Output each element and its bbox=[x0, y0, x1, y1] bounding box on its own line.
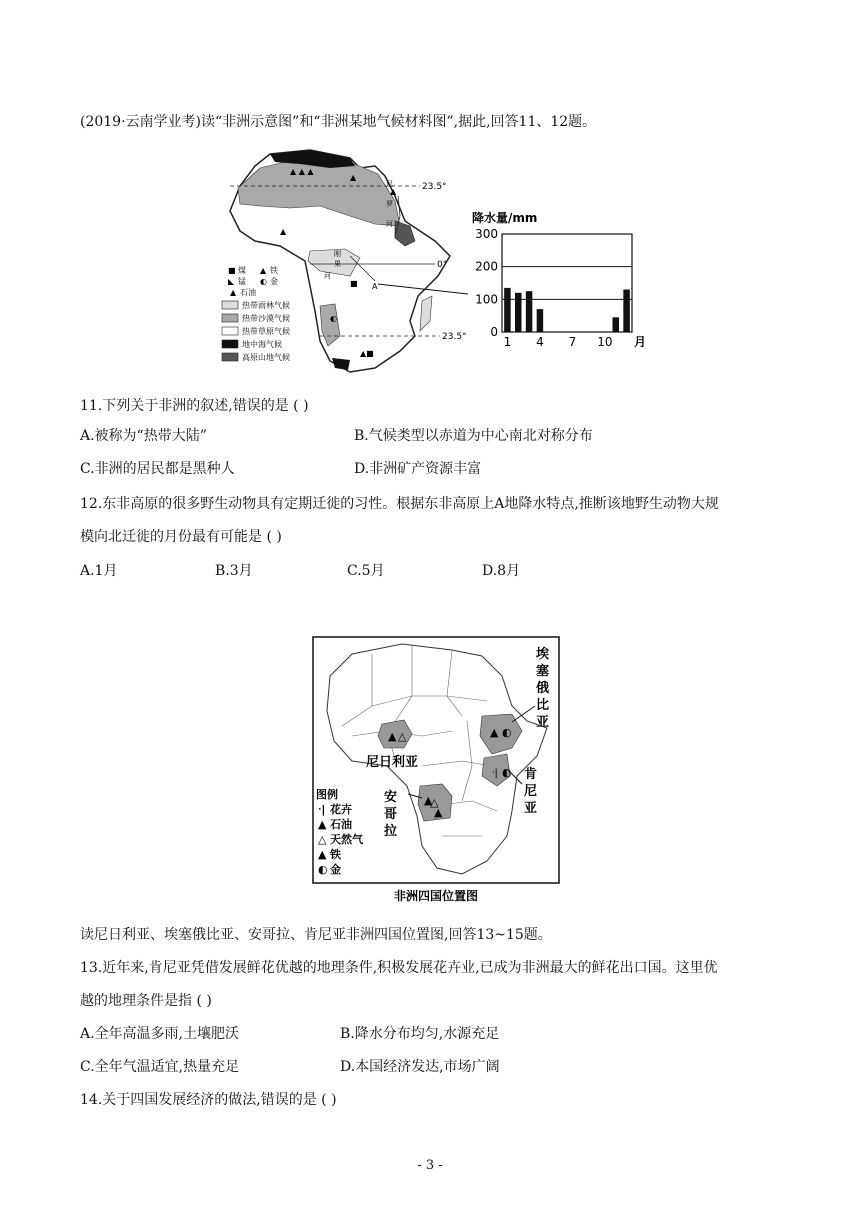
label-gang: 刚 bbox=[334, 250, 341, 258]
svg-text:◐: ◐ bbox=[502, 726, 512, 739]
q11-option-b[interactable]: B.气候类型以赤道为中心南北对称分布 bbox=[354, 428, 593, 444]
svg-text:亚: 亚 bbox=[536, 715, 550, 730]
svg-text:铁: 铁 bbox=[270, 266, 278, 275]
svg-text:▲: ▲ bbox=[318, 848, 327, 861]
svg-text:▲: ▲ bbox=[434, 806, 443, 819]
label-a: A bbox=[372, 282, 378, 291]
q11-stem: 11.下列关于非洲的叙述,错误的是 ( ) bbox=[80, 398, 309, 414]
bar bbox=[515, 293, 522, 332]
svg-text:地中海气候: 地中海气候 bbox=[242, 340, 282, 349]
climate-legend bbox=[222, 300, 290, 362]
q14-stem: 14.关于四国发展经济的做法,错误的是 ( ) bbox=[80, 1092, 337, 1108]
svg-text:石油: 石油 bbox=[240, 288, 256, 297]
label-tropic-north: 23.5° bbox=[422, 182, 447, 192]
svg-text:▲: ▲ bbox=[388, 730, 397, 743]
bar bbox=[526, 291, 533, 332]
svg-text:金: 金 bbox=[270, 277, 278, 286]
mediterranean-south bbox=[332, 358, 350, 370]
svg-text:锰: 锰 bbox=[238, 277, 246, 286]
y-tick-label: 100 bbox=[475, 292, 498, 307]
svg-text:◐: ◐ bbox=[318, 863, 328, 876]
label-ni: 尼 bbox=[386, 180, 393, 188]
q13-stem-1: 13.近年来,肯尼亚凭借发展鲜花优越的地理条件,积极发展花卉业,已成为非洲最大的鲜花出口国。这里优 bbox=[80, 960, 718, 976]
label-kenya: 肯 bbox=[524, 767, 538, 782]
q13-option-d[interactable]: D.本国经济发达,市场广阔 bbox=[340, 1059, 500, 1075]
svg-text:拉: 拉 bbox=[384, 824, 398, 839]
chart-ylabel: 降水量/mm bbox=[472, 211, 538, 225]
label-he2: 河 bbox=[324, 272, 331, 280]
africa-climate-map bbox=[200, 146, 470, 378]
svg-text:俄: 俄 bbox=[536, 681, 550, 696]
bar bbox=[623, 290, 630, 332]
svg-text:△: △ bbox=[398, 730, 407, 743]
svg-text:■: ■ bbox=[228, 266, 236, 275]
q12-option-c[interactable]: C.5月 bbox=[347, 563, 385, 579]
y-tick-label: 300 bbox=[475, 227, 498, 241]
x-unit-label: 月 bbox=[634, 335, 647, 349]
svg-text:▲: ▲ bbox=[490, 726, 499, 739]
svg-text:尼: 尼 bbox=[524, 784, 538, 799]
x-tick-label: 1 bbox=[503, 335, 512, 349]
svg-text:塞: 塞 bbox=[536, 664, 550, 679]
bar bbox=[613, 317, 620, 332]
q12-stem-1: 12.东非高原的很多野生动物具有定期迁徙的习性。根据东非高原上A地降水特点,推断该地野生动物大规 bbox=[80, 496, 719, 512]
svg-text:热带沙漠气候: 热带沙漠气候 bbox=[242, 314, 290, 323]
precipitation-chart bbox=[470, 206, 647, 356]
svg-text:▲: ▲ bbox=[230, 288, 237, 297]
svg-text:◐: ◐ bbox=[260, 277, 267, 286]
q11-option-a[interactable]: A.被称为“热带大陆” bbox=[80, 428, 207, 444]
svg-text:▲: ▲ bbox=[280, 227, 287, 236]
svg-text:亚: 亚 bbox=[524, 801, 538, 816]
q12-stem-2: 模向北迁徙的月份最有可能是 ( ) bbox=[80, 529, 282, 545]
label-nigeria: 尼日利亚 bbox=[366, 755, 419, 770]
svg-text:天然气: 天然气 bbox=[330, 833, 363, 846]
svg-text:▲: ▲ bbox=[260, 266, 267, 275]
y-tick-label: 0 bbox=[490, 325, 498, 339]
label-equator: 0° bbox=[437, 260, 448, 270]
svg-text:▲ ▲ ▲: ▲ ▲ ▲ bbox=[290, 167, 314, 176]
svg-text:▲: ▲ bbox=[350, 173, 357, 182]
x-tick-label: 10 bbox=[597, 335, 613, 349]
q11-option-c[interactable]: C.非洲的居民都是黑种人 bbox=[80, 461, 235, 477]
q13-option-b[interactable]: B.降水分布均匀,水源充足 bbox=[340, 1026, 500, 1042]
q12-option-b[interactable]: B.3月 bbox=[215, 563, 253, 579]
page-number: - 3 - bbox=[417, 1158, 443, 1173]
svg-text:高原山地气候: 高原山地气候 bbox=[242, 353, 290, 362]
label-he1: 河 bbox=[386, 220, 393, 228]
intro2-text: 读尼日利亚、埃塞俄比亚、安哥拉、肯尼亚非洲四国位置图,回答13~15题。 bbox=[80, 927, 552, 943]
svg-text:▲: ▲ bbox=[318, 818, 327, 831]
label-tropic-south: 23.5° bbox=[442, 332, 467, 342]
figure-caption: 非洲四国位置图 bbox=[393, 889, 479, 903]
label-angola: 安 bbox=[384, 790, 398, 805]
svg-text:金: 金 bbox=[330, 863, 341, 876]
svg-text:热带草原气候: 热带草原气候 bbox=[242, 327, 290, 336]
label-guo: 果 bbox=[334, 260, 341, 268]
svg-text:花卉: 花卉 bbox=[330, 803, 352, 816]
svg-text:哥: 哥 bbox=[384, 807, 398, 822]
mineral-legend bbox=[228, 265, 278, 297]
svg-text:▲: ▲ bbox=[424, 794, 433, 807]
q13-option-a[interactable]: A.全年高温多雨,土壤肥沃 bbox=[80, 1026, 240, 1042]
y-tick-label: 200 bbox=[475, 259, 498, 274]
svg-text:◐: ◐ bbox=[502, 766, 512, 779]
svg-text:石油: 石油 bbox=[330, 818, 352, 831]
svg-text:ᐧ|: ᐧ| bbox=[492, 768, 498, 779]
q13-stem-2: 越的地理条件是指 ( ) bbox=[80, 993, 212, 1009]
x-tick-label: 4 bbox=[536, 335, 544, 349]
svg-text:图例: 图例 bbox=[316, 788, 338, 801]
svg-text:△: △ bbox=[318, 833, 327, 846]
q11-option-d[interactable]: D.非洲矿产资源丰富 bbox=[354, 461, 482, 477]
svg-text:铁: 铁 bbox=[330, 848, 341, 861]
q13-option-c[interactable]: C.全年气温适宜,热量充足 bbox=[80, 1059, 240, 1075]
svg-text:■: ■ bbox=[350, 279, 358, 288]
svg-text:▲■: ▲■ bbox=[360, 349, 374, 358]
svg-text:△: △ bbox=[430, 796, 439, 809]
bar bbox=[537, 309, 544, 332]
q12-option-d[interactable]: D.8月 bbox=[482, 563, 521, 579]
four-countries-map bbox=[312, 636, 560, 906]
svg-text:比: 比 bbox=[536, 698, 550, 713]
intro-text: (2019·云南学业考)读“非洲示意图”和“非洲某地气候材料图”,据此,回答11、12题。 bbox=[80, 114, 597, 130]
bar bbox=[504, 288, 511, 332]
svg-text:热带雨林气候: 热带雨林气候 bbox=[242, 301, 290, 310]
svg-text:◐: ◐ bbox=[330, 314, 337, 323]
rainforest-east bbox=[420, 296, 432, 331]
svg-text:煤: 煤 bbox=[238, 266, 246, 275]
x-tick-label: 7 bbox=[568, 335, 577, 349]
svg-text:◣: ◣ bbox=[228, 277, 235, 286]
label-luo: 罗 bbox=[386, 200, 393, 208]
svg-text:▲: ▲ bbox=[390, 187, 397, 196]
q12-option-a[interactable]: A.1月 bbox=[80, 563, 118, 579]
label-ethiopia: 埃 bbox=[536, 647, 550, 662]
svg-text:ᐧ|: ᐧ| bbox=[318, 803, 326, 816]
